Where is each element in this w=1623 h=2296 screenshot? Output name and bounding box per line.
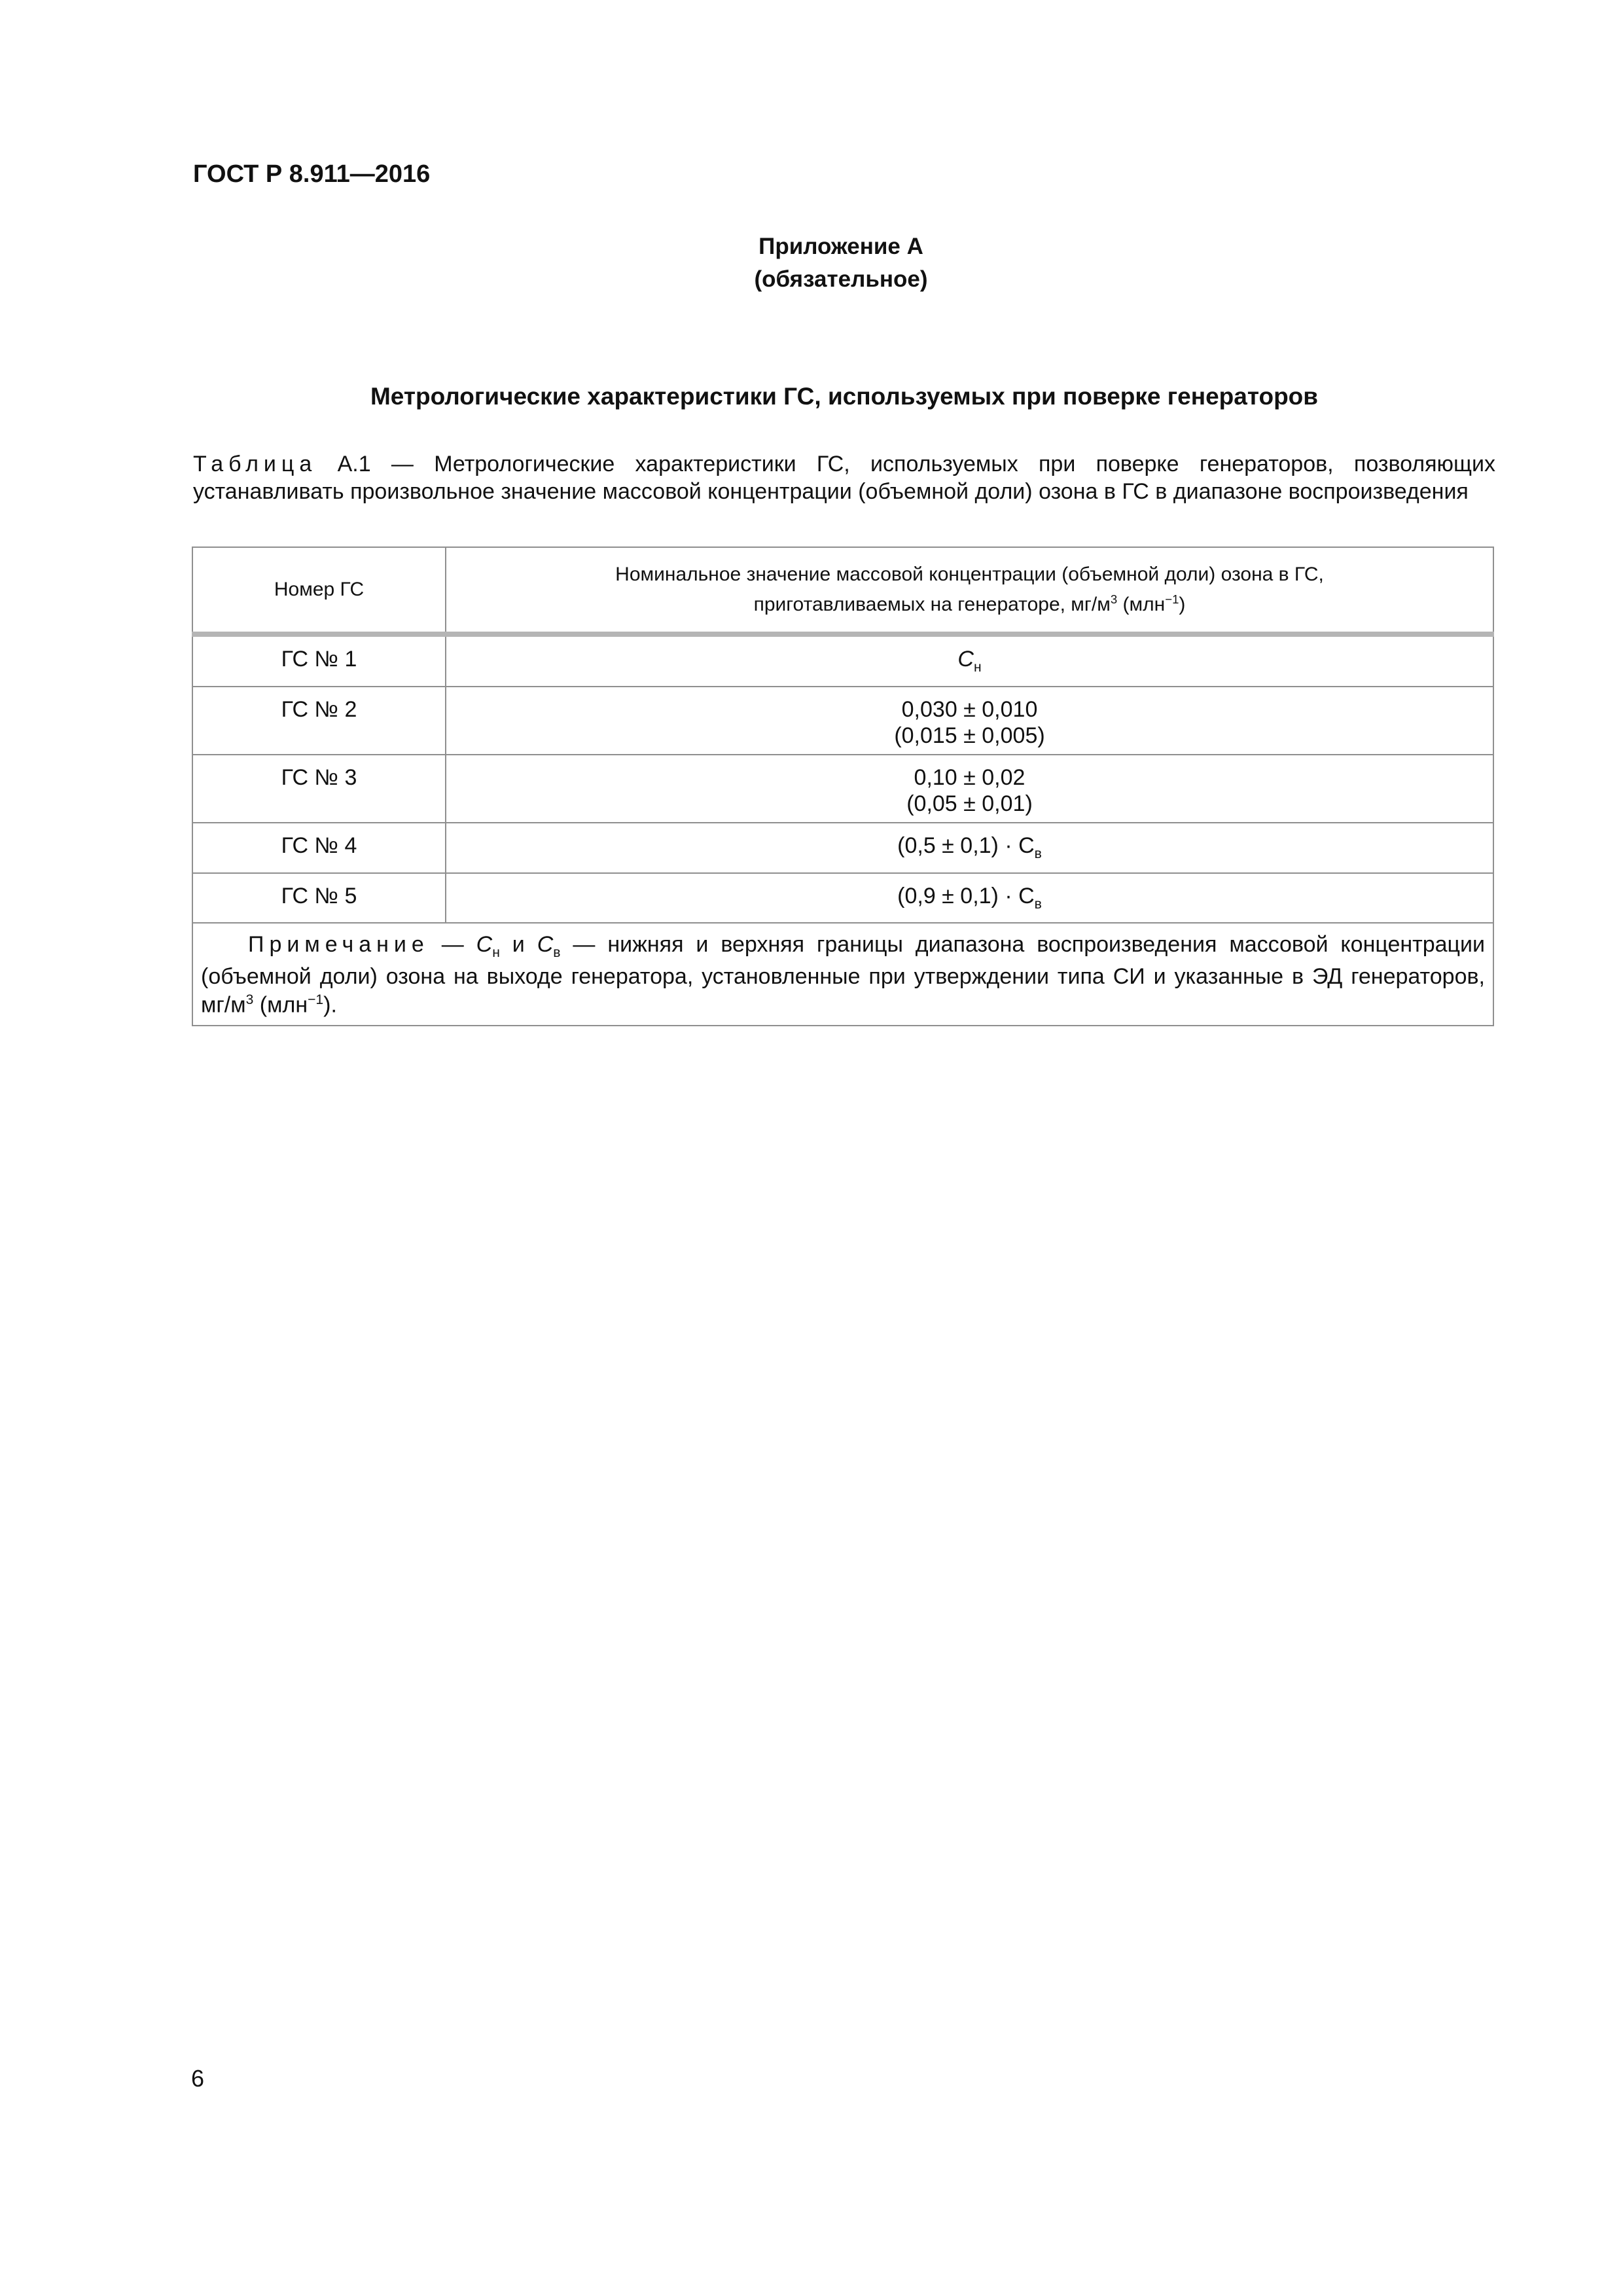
section-title: Метрологические характеристики ГС, используемых при поверке генераторов (370, 383, 1319, 410)
row-id: ГС № 2 (192, 687, 446, 755)
table-note-row (192, 923, 1493, 1025)
row-id: ГС № 1 (192, 634, 446, 687)
col-header-value-line2 (446, 587, 1493, 617)
table-row (192, 873, 1493, 924)
characteristics-table (192, 547, 1494, 1026)
note-label: Примечание (248, 932, 429, 958)
document-code: ГОСТ Р 8.911—2016 (193, 160, 431, 188)
header-unit-sup2: −1 (1165, 592, 1179, 606)
note-mid: (млн (253, 992, 308, 1018)
value-line2: (0,05 ± 0,01) (906, 791, 1033, 816)
note-text: — нижняя и верхняя границы диапазона воспроизведения массовой концентрации (объемной доли) озона на выходе генератора, установленные при утверждении типа СИ и указанные в ЭД генераторов, мг/м (201, 932, 1485, 1018)
value-text: (0,9 ± 0,1) · С (897, 883, 1035, 908)
note-symbol: C (476, 932, 493, 958)
value-line1: 0,030 ± 0,010 (901, 696, 1038, 722)
table-caption (193, 450, 1495, 505)
table-header-row (192, 547, 1493, 634)
caption-label: Таблица (193, 452, 317, 476)
header-unit-mid: (млн (1117, 594, 1166, 615)
note-dash: — (429, 932, 476, 958)
page-number: 6 (191, 2065, 205, 2092)
row-id: ГС № 5 (192, 873, 446, 924)
note-symbol: C (537, 932, 554, 958)
table-row (192, 634, 1493, 687)
appendix-heading (0, 230, 1623, 296)
col-header-value-line1: Номинальное значение массовой концентрации (объемной доли) озона в ГС, (615, 564, 1324, 585)
row-id: ГС № 4 (192, 823, 446, 873)
header-unit-sup: 3 (1110, 592, 1118, 606)
note-sup: 3 (245, 992, 254, 1008)
header-unit-text: приготавливаемых на генераторе, мг/м (753, 594, 1111, 615)
table-note (192, 923, 1493, 1025)
table-row (192, 823, 1493, 873)
note-end: ). (323, 992, 337, 1018)
value-subscript: в (1034, 896, 1042, 912)
table-row (192, 687, 1493, 755)
value-subscript: н (973, 659, 982, 675)
note-conj: и (499, 932, 537, 958)
row-value (446, 873, 1493, 924)
appendix-title: Приложение А (758, 234, 923, 259)
value-symbol: C (957, 647, 974, 672)
value-line2: (0,015 ± 0,005) (894, 723, 1045, 748)
value-line1: 0,10 ± 0,02 (914, 764, 1026, 790)
row-value (446, 634, 1493, 687)
col-header-value (446, 547, 1493, 634)
note-subscript: в (553, 945, 561, 961)
note-sup2: −1 (308, 992, 324, 1008)
row-value (446, 755, 1493, 823)
note-subscript: н (492, 945, 500, 961)
header-unit-end: ) (1179, 594, 1186, 615)
row-value (446, 687, 1493, 755)
value-subscript: в (1034, 846, 1042, 861)
caption-text: А.1 — Метрологические характеристики ГС, используемых при поверке генераторов, позволяющих устанавливать произвольное значение массовой концентрации (объемной доли) озона в ГС в диапазоне воспроизведения (193, 452, 1495, 504)
row-id: ГС № 3 (192, 755, 446, 823)
row-value (446, 823, 1493, 873)
table-row (192, 755, 1493, 823)
value-text: (0,5 ± 0,1) · С (897, 833, 1035, 858)
col-header-number: Номер ГС (192, 547, 446, 634)
appendix-status: (обязательное) (754, 266, 928, 292)
